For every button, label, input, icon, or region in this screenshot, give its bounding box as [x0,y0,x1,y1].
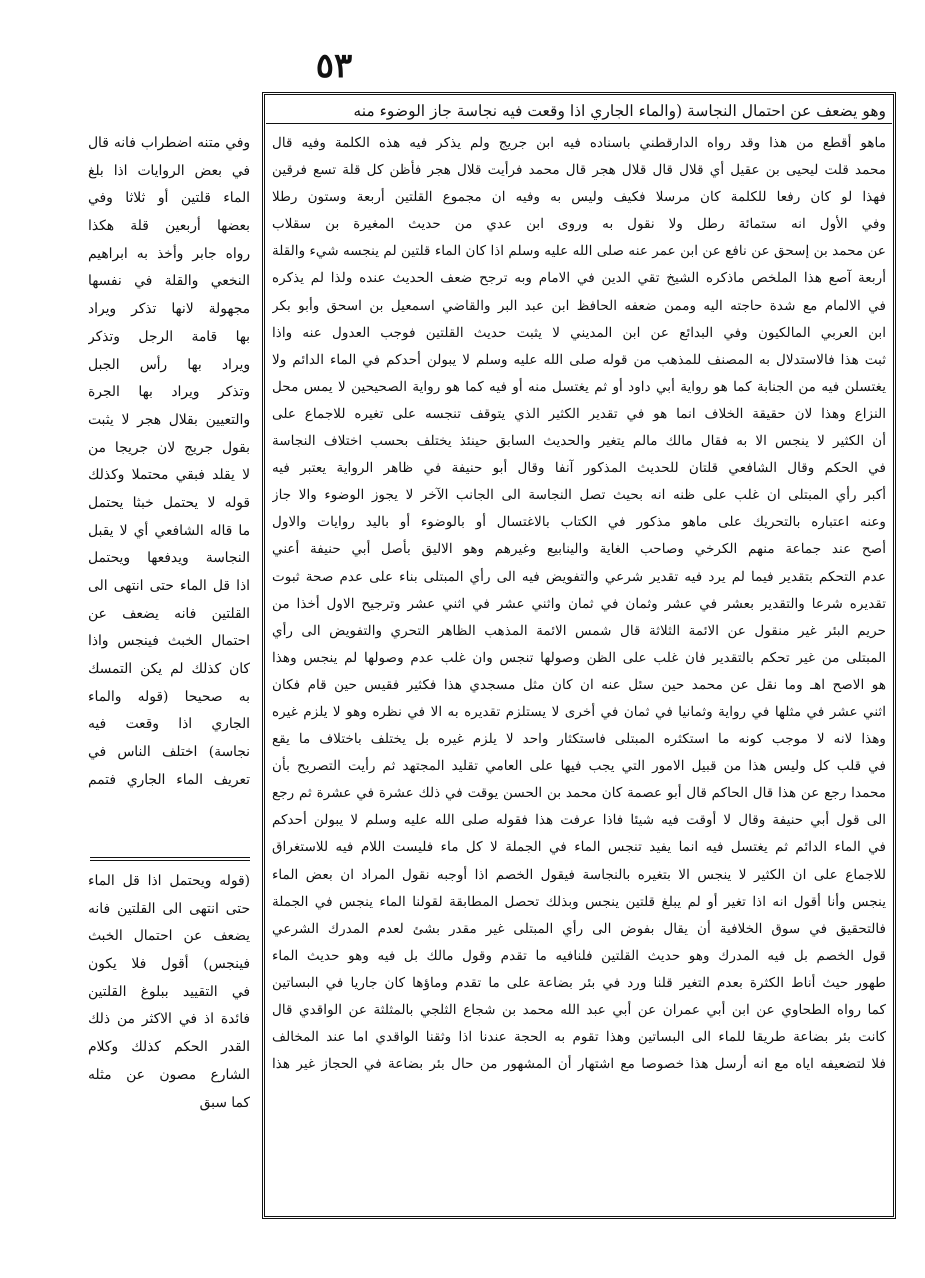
main-line: اثني عشر في مثلها في رواية وثمانيا في ثمان في أخرى لا يستلزم تقديره به الا في نظره وهو لا يلزم غيره [272,703,886,720]
side-line: مجهولة لانها تذكر ويراد [88,301,250,318]
main-line: أكبر رأي المبتلى ان غلب على ظنه انه بحيث تصل النجاسة الى الجانب الآخر لا يجوز الوضوء والا جاز [272,487,886,504]
side-line: (قوله ويحتمل اذا قل الماء [88,873,250,889]
side-line: ويراد بها رأس الجبل [88,356,250,373]
side-line: به صحيحا (قوله والماء [88,688,250,705]
main-line: عن محمد بن إسحق عن نافع عن ابن عمر عنه صلى الله عليه وسلم اذا كان الماء قلتين لم ينجسه شيء والقلة [272,243,886,260]
main-line: يغتسلن فيه من الجنابة كما هو رواية أبي داود أو ثم يغتسل منه أو فيه كما هو رواية الصحيحين لا يمس محل [272,378,886,395]
main-line: ابن العربي المالكيون وفي البدائع عن ابن المديني لا يثبت حديث القلتين فوجب العدول عنه واذا [272,324,886,341]
side-divider [90,857,250,861]
side-line: قوله لا يحتمل خبثا يحتمل [88,494,250,511]
side-line: وتذكر ويراد بها الجرة [88,384,250,401]
side-line: بها قامة الرجل وتذكر [88,328,250,345]
main-line: للاجماع على ان الكثير لا ينجس الا بتغيره بالنجاسة فيقول الخصم اذا أوجبه نقول المراد ان بعض الماء [272,866,886,883]
main-line: كانت بئر بضاعة طريقا للماء الى البساتين وهذا تقوم به الحجة عندنا اذا وثقنا الواقدي اما عند المخالف [272,1029,886,1046]
side-line: حتى انتهى الى القلتين فانه [88,900,250,917]
side-line: ما قاله الشافعي أي لا يقبل [88,522,250,539]
side-line: تعريف الماء الجاري فتمم [88,771,250,788]
main-line: أصح عند جماعة منهم الكرخي وصاحب الغاية والينابيع وغيرهم وهو الاليق بأصل أبي حنيفة أعني [272,541,886,558]
main-line: وفي الأول انه ستمائة رطل ولا نقول به وروى ابن عدي من حديث المغيرة بن سقلاب [272,216,886,233]
side-line: في بعض الروايات اذا بلغ [88,162,250,179]
main-line: النزاع وهذا لان حقيقة الخلاف انما هو في تقدير الكثير الذي يتوقف تنجسه على تغيره للاجماع على [272,405,886,422]
main-line: محمد قلت ليحيى بن عقيل أي قلال قال قلال هجر قال محمد فرأيت قلال هجر فأظن كل قلة تسع فرقين [272,162,886,179]
main-line: في الحكم وقال الشافعي قلتان للحديث المذكور آنفا وقال أبو حنيفة في ظاهر الرواية يعتبر فيه [272,460,886,477]
side-line: في التقييد ببلوغ القلتين [88,983,250,1000]
side-line: يضعف عن احتمال الخبث [88,928,250,945]
main-line: فلا لتضعيفه اياه مع انه أرسل هذا خصوصا مع اشتهار أن المشهور من حال بئر بضاعة في الحجاز غير هذا [272,1056,886,1073]
side-line: بقول جريج لان جريجا من [88,439,250,456]
side-line: كما سبق [199,1094,250,1111]
main-line: في الماء الدائم ثم يغتسل فيه انما يفيد تنجس الماء في الجملة لا كل ماء فليست اللام فيه للاستغراق [272,839,886,856]
side-line: الجاري اذا وقعت فيه [88,716,250,733]
main-line: في الالمام مع شدة حاجته اليه وممن ضعفه الحافظ ابن عبد البر والقاضي اسمعيل بن اسحق وأبو بكر [272,297,886,314]
side-line: رواه جابر وأخذ به ابراهيم [88,245,250,262]
main-line: في قلب كل وليس هذا من قبيل الامور التي يجب فيها على العامي تقليد المجتهد ثم رأيت التصريح بأن [272,758,886,775]
side-line: بعضها أربعين قلة هكذا [88,218,250,235]
main-line: فهذا لو كان رفعا للكلمة كان مرسلا فكيف وليس به وفيه ان مجموع القلتين أربعة وستون رطلا [272,189,886,206]
side-line: فينجس) أقول فلا يكون [88,956,250,973]
side-line: لا يقلد فبقي محتملا وكذلك [88,467,250,484]
side-line: القلتين فانه يضعف عن [88,605,250,622]
main-line: هو الاصح اهـ وما نقل عن محمد حين سئل عنه ان كان مثل مسجدي هذا فكثير فقيس حين قام فكان [272,676,886,693]
side-line: الماء قلتين أو ثلاثا وفي [88,190,250,207]
main-line: ثبت هذا فالاستدلال به المصنف للمذهب من قوله صلى الله عليه وسلم لا يبولن أحدكم في الماء الدائم ولا [272,351,886,368]
main-line: ماهو أقطع من هذا وقد رواه الدارقطني باسناده فيه ابن جريج ولم يذكر فيه هذه الكلمة وفيه قال [272,135,886,151]
main-text [272,130,886,1215]
side-annotation-top [88,130,250,852]
side-line: النجاسة ويدفعها ويحتمل [88,550,250,567]
main-line: محمدا رجع عن هذا قال الحاكم قال أبو عصمة كان محمد بن الحسن يوقت في ذلك عشرة في عشرة ثم رجع [272,785,886,802]
page-number: ٥٣ [315,46,353,86]
main-line: كما رواه الطحاوي عن ابن أبي عمران عن أبي عبد الله محمد بن شجاع الثلجي بالمثلثة عن الواقدي قال [272,1002,886,1018]
main-line: فالتحقيق في سوق الخلافية أن يقال بفوض الى رأي المبتلى غير مقدر بشئ لعدم المدرك الشرعي [272,920,886,937]
main-line: أن الكثير لا ينجس الا به فقال مالك مالم يتغير والحديث السابق حينئذ يختلف بحسب اختلاف النجاسة [272,433,886,450]
main-line: حريم البئر غير منقول عن الائمة الثلاثة قال شمس الائمة المذهب الظاهر التحري والتفويض الى رأي [272,622,886,639]
main-line: أربعة آصع هذا الملخص ماذكره الشيخ تقي الدين في الامام وبه ترجح ضعف الحديث عنده ولذا لم يذكره [272,270,886,287]
side-line: والتعيين بقلال هجر لا يثبت [88,411,250,428]
side-line: القدر الحكم كذلك وكلام [88,1039,250,1056]
main-line: وهذا لانه لا موجب كونه ما استكثره المبتلى فاستكثار واحد لا يلزم غيره بل يختلف باختلاف ما يقع [272,731,886,748]
main-line: وعنه اعتباره بالتحريك على ماهو مذكور في الكتاب بالاغتسال أو بالوضوء أو باليد روايات والاول [272,514,886,531]
side-line: الشارع مصون عن مثله [88,1066,250,1083]
side-line: فائدة اذ في الاكثر من ذلك [88,1011,250,1028]
side-line: نجاسة) اختلف الناس في [88,744,250,761]
side-annotation-bottom [88,868,250,1150]
main-line: ينجس وأنا أقول انه اذا تغير أو لم يبلغ قلتين ينجس وبذلك تحصل المطابقة لقولنا الماء ينجس في الجملة [272,893,886,910]
side-line: وفي متنه اضطراب فانه قال [88,135,250,151]
side-line: احتمال الخبث فينجس واذا [88,633,250,650]
side-line: كان كذلك لم يكن التمسك [88,661,250,678]
main-line: تقديره شرعا والتقدير بعشر في عشر وثمان في ثمان واثني عشر في اثني عشر وترجيح الاول أخذا من [272,595,886,612]
side-line: النخعي والقلة في نفسها [88,273,250,290]
main-line: المبتلى من غير تحكم بالتقدير فان غلب على الظن وصولها تنجس وان غلب عدم وصولها لم ينجس وهذا [272,649,886,666]
main-header: وهو يضعف عن احتمال النجاسة (والماء الجاري اذا وقعت فيه نجاسة جاز الوضوء منه [266,98,892,124]
main-line: عدم التحكم بتقدير فيما لم يرد فيه تقدير شرعي والتفويض فيه الى رأي المبتلى بناء على عدم صحة ثبوت [272,568,886,585]
side-line: اذا قل الماء حتى انتهى الى [88,578,250,594]
main-line: طهور حيث أناط الكثرة بعدم التغير قلنا ورد في بئر بضاعة على ما تقدم وماؤها كان جاريا في البساتين [272,974,886,991]
main-line: الى قول أبي حنيفة وقال لا أوقت فيه شيئا فاذا عرفت هذا فقوله صلى الله عليه وسلم لا يبولن أحدكم [272,812,886,829]
main-line: قول الخصم بل فيه المدرك وهو حديث القلتين فلنافيه ما تقدم وقول مالك بل فيه وهو حديث الماء [272,947,886,964]
